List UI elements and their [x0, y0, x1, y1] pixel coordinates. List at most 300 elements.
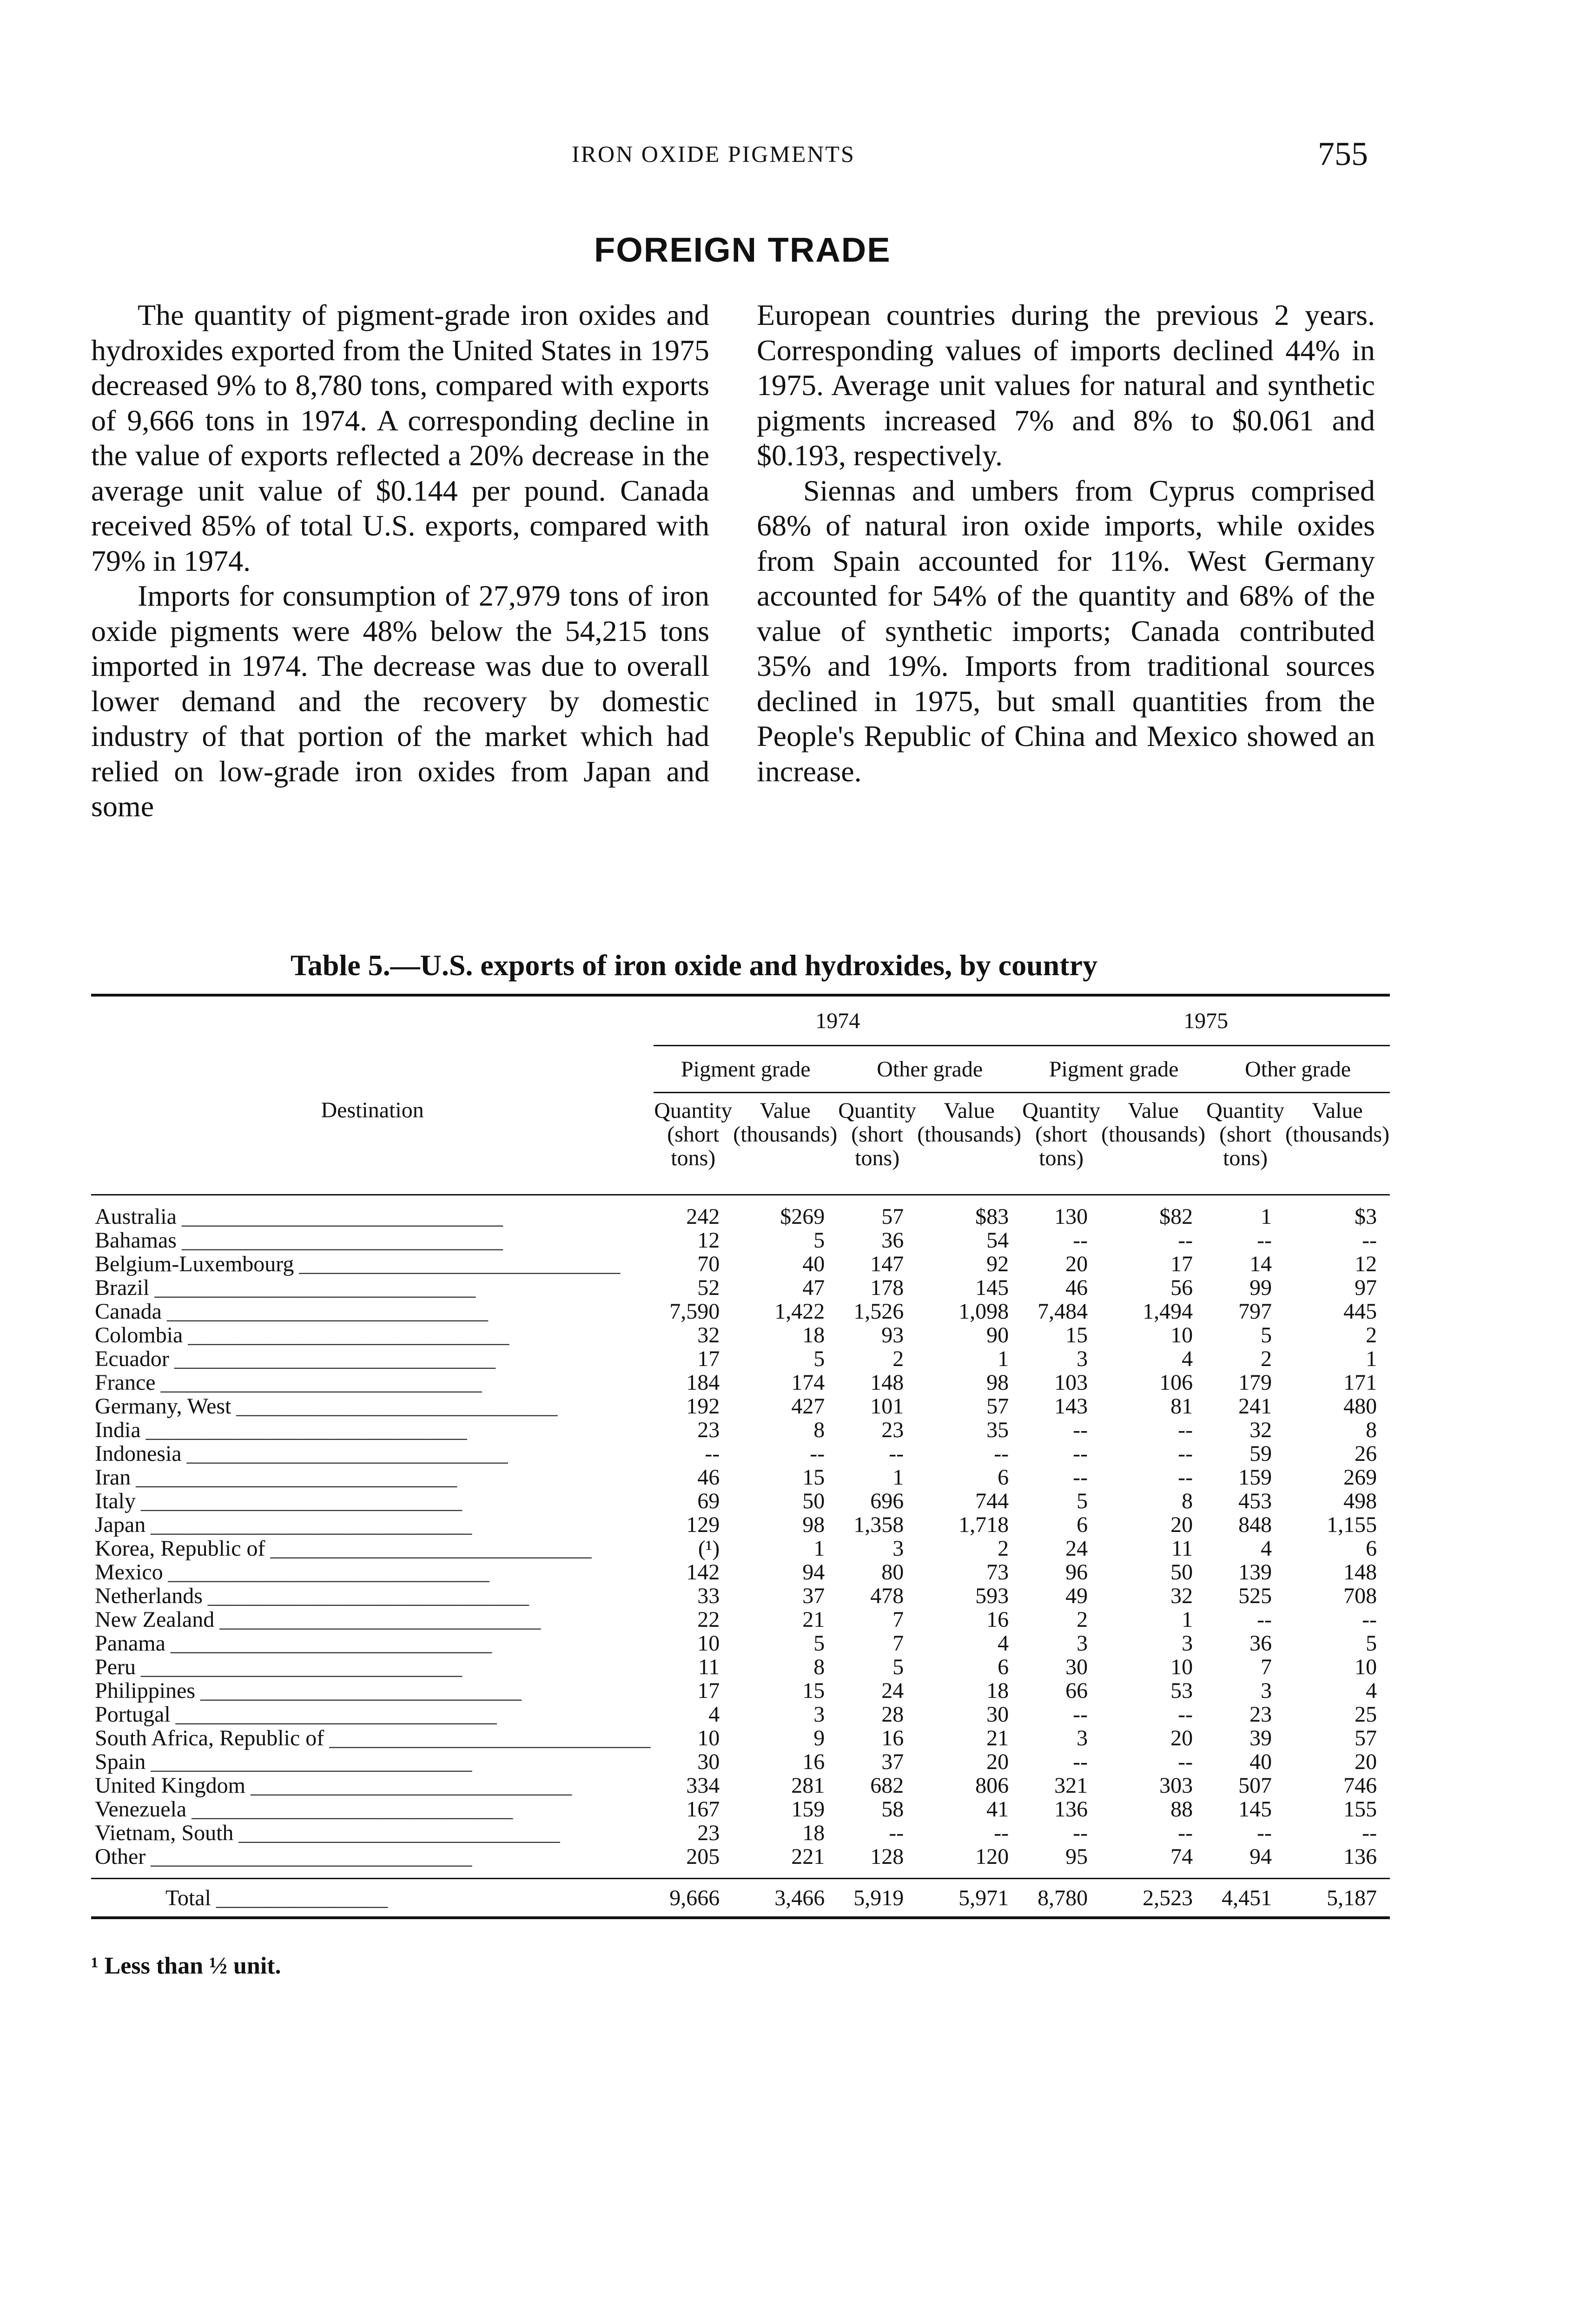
value-cell: $3 [1355, 1204, 1377, 1229]
value-cell: 4 [1261, 1536, 1272, 1561]
paragraph: The quantity of pigment-grade iron oxides and hydroxides exported from the United States in 1975 decreased 9% to 8,780 tons, compared with exports of 9,666 tons in 1974. A corresponding decline in the value of exports reflected a 20% decrease in the average unit value of $0.144 per pound. Canada received 85% of total U.S. exports, compared with 79% in 1974. [91, 298, 709, 577]
paragraph: European countries during the previous 2 years. Corresponding values of imports declined 44% in 1975. Average unit values for natural and synthetic pigments increased 7% and 8% to $0.061 and $0.193, respectively. [757, 298, 1375, 472]
value-cell: 3 [1077, 1631, 1088, 1656]
value-cell: 8 [813, 1655, 825, 1679]
table-row [91, 1371, 1390, 1394]
value-cell: 120 [917, 1845, 1022, 1879]
value-cell: 155 [1343, 1797, 1377, 1822]
dot-leader: ______________________________ [161, 1300, 488, 1323]
value-cell: 2 [1261, 1347, 1272, 1371]
year-header: 1975 [1022, 995, 1390, 1046]
value-cell: 480 [1343, 1394, 1377, 1419]
column-header: Quantity (short tons) [1022, 1093, 1101, 1195]
table-row [91, 1228, 1390, 1252]
value-cell: 15 [1065, 1323, 1088, 1347]
value-cell: (¹) [698, 1536, 720, 1561]
country-cell [91, 1774, 654, 1797]
paragraph: Imports for consumption of 27,979 tons of iron oxide pigments were 48% below the 54,215 tons imported in 1974. The decrease was due to overall lower demand and the recovery by domestic industry of that portion of the market which had relied on low-grade iron oxides from Japan and some [91, 579, 709, 823]
value-cell: 5 [892, 1655, 904, 1679]
value-cell: 53 [1170, 1678, 1193, 1703]
total-row [91, 1879, 1390, 1918]
dot-leader: ______________________________ [135, 1655, 462, 1679]
value-cell: 1 [1366, 1347, 1377, 1371]
value-cell: 3 [1077, 1347, 1088, 1371]
value-cell: 3 [1261, 1678, 1272, 1703]
value-cell: 98 [986, 1370, 1009, 1395]
value-cell: 2 [998, 1536, 1009, 1561]
value-cell: 20 [1355, 1750, 1377, 1774]
value-cell: 81 [1170, 1394, 1193, 1419]
value-cell: 8 [813, 1418, 825, 1442]
value-cell: 6 [1366, 1536, 1377, 1561]
dot-leader: ______________________________ [324, 1726, 650, 1750]
country-cell [91, 1821, 654, 1845]
value-cell: -- [1178, 1702, 1193, 1727]
value-cell: 25 [1355, 1702, 1377, 1727]
value-cell: 1 [998, 1347, 1009, 1371]
value-cell: 1 [1182, 1607, 1193, 1632]
column-header: Value (thousands) [733, 1093, 838, 1195]
table-row [91, 1750, 1390, 1774]
value-cell: 159 [1238, 1465, 1272, 1490]
country-name: Peru [95, 1655, 136, 1679]
value-cell: -- [1257, 1821, 1272, 1845]
value-cell: 498 [1343, 1489, 1377, 1513]
grade-header: Pigment grade [654, 1046, 838, 1093]
value-cell: 26 [1355, 1441, 1377, 1466]
value-cell: 848 [1238, 1512, 1272, 1537]
value-cell: 95 [1022, 1845, 1101, 1879]
value-cell: 4,451 [1206, 1879, 1285, 1918]
value-cell: 9 [813, 1726, 825, 1750]
value-cell: 10 [697, 1726, 720, 1750]
value-cell: 46 [1065, 1275, 1088, 1300]
value-cell: -- [1073, 1228, 1088, 1253]
country-name: Australia [95, 1204, 177, 1228]
value-cell: 334 [686, 1773, 720, 1798]
value-cell: 20 [986, 1750, 1009, 1774]
value-cell: 8 [1366, 1418, 1377, 1442]
dot-leader: ______________________________ [145, 1513, 472, 1537]
country-name: Panama [95, 1631, 165, 1655]
value-cell: 15 [802, 1465, 825, 1490]
value-cell: 90 [986, 1323, 1009, 1347]
column-header: Quantity (short tons) [1206, 1093, 1285, 1195]
value-cell: 1,718 [958, 1512, 1009, 1537]
text-column-left [91, 297, 709, 824]
value-cell: $82 [1159, 1204, 1193, 1229]
country-name: Brazil [95, 1276, 150, 1300]
value-cell: $269 [780, 1204, 825, 1229]
value-cell: -- [1257, 1228, 1272, 1253]
value-cell: 30 [697, 1750, 720, 1774]
country-name: Philippines [95, 1679, 196, 1703]
country-name: Ecuador [95, 1347, 169, 1371]
value-cell: 696 [870, 1489, 904, 1513]
dot-leader: ______________________________ [165, 1631, 491, 1655]
value-cell: 8,780 [1022, 1879, 1101, 1918]
value-cell: -- [705, 1441, 720, 1466]
country-cell [91, 1371, 654, 1394]
dot-leader: ______________________________ [145, 1845, 472, 1869]
column-header: Quantity (short tons) [654, 1093, 733, 1195]
table-body [91, 1195, 1390, 1918]
value-cell: 7 [1261, 1655, 1272, 1679]
country-name: Japan [95, 1513, 146, 1537]
value-cell: -- [1073, 1465, 1088, 1490]
value-cell: 178 [870, 1275, 904, 1300]
section-title: FOREIGN TRADE [594, 231, 891, 269]
value-cell: 18 [802, 1821, 825, 1845]
value-cell: 23 [697, 1418, 720, 1442]
value-cell: 2 [1366, 1323, 1377, 1347]
dot-leader: ______________________________ [183, 1323, 509, 1347]
blank-header [91, 995, 654, 1046]
value-cell: 101 [870, 1394, 904, 1419]
value-cell: 103 [1054, 1370, 1088, 1395]
dot-leader: ______________________________ [245, 1774, 571, 1797]
value-cell: 12 [697, 1228, 720, 1253]
value-cell: -- [1178, 1418, 1193, 1442]
country-name: Colombia [95, 1323, 183, 1347]
country-cell [91, 1394, 654, 1418]
value-cell: 242 [686, 1204, 720, 1229]
value-cell: 806 [975, 1773, 1009, 1798]
value-cell: 5 [813, 1631, 825, 1656]
country-name: Canada [95, 1300, 162, 1323]
value-cell: 16 [802, 1750, 825, 1774]
value-cell: 708 [1343, 1584, 1377, 1608]
value-cell: 145 [975, 1275, 1009, 1300]
value-cell: 427 [791, 1394, 825, 1419]
country-cell [91, 1252, 654, 1276]
country-cell [91, 1489, 654, 1513]
value-cell: 321 [1054, 1773, 1088, 1798]
country-cell [91, 1797, 654, 1821]
value-cell: 10 [1170, 1655, 1193, 1679]
dot-leader: ______________________________ [195, 1679, 522, 1703]
value-cell: 7,484 [1038, 1299, 1088, 1324]
country-name: Portugal [95, 1703, 171, 1726]
country-name: Other [95, 1845, 146, 1869]
value-cell: 46 [697, 1465, 720, 1490]
grade-header: Other grade [1206, 1046, 1390, 1093]
value-cell: 30 [986, 1702, 1009, 1727]
column-header: Value (thousands) [1285, 1093, 1390, 1195]
country-name: Korea, Republic of [95, 1537, 265, 1560]
value-cell: 17 [697, 1678, 720, 1703]
table-row [91, 1323, 1390, 1347]
value-cell: 17 [1170, 1252, 1193, 1276]
value-cell: 593 [975, 1584, 1009, 1608]
value-cell: 1 [1261, 1204, 1272, 1229]
value-cell: 57 [986, 1394, 1009, 1419]
table-row [91, 1797, 1390, 1821]
country-cell [91, 1584, 654, 1608]
value-cell: 93 [881, 1323, 904, 1347]
country-name: Iran [95, 1466, 131, 1489]
country-cell [91, 1300, 654, 1323]
value-cell: -- [1178, 1228, 1193, 1253]
value-cell: -- [1178, 1465, 1193, 1490]
country-cell [91, 1560, 654, 1584]
value-cell: 40 [1249, 1750, 1272, 1774]
value-cell: 1,494 [1143, 1299, 1193, 1324]
country-cell [91, 1655, 654, 1679]
table-row [91, 1300, 1390, 1323]
dot-leader: ______________________________ [145, 1750, 472, 1774]
country-cell [91, 1679, 654, 1703]
country-name: Spain [95, 1750, 146, 1774]
value-cell: 24 [1065, 1536, 1088, 1561]
value-cell: 37 [802, 1584, 825, 1608]
blank-header [91, 1046, 654, 1093]
dot-leader: ______________________________ [176, 1204, 502, 1228]
value-cell: -- [1073, 1418, 1088, 1442]
value-cell: 3 [1182, 1631, 1193, 1656]
table-row [91, 1608, 1390, 1631]
value-cell: 147 [870, 1252, 904, 1276]
country-name: India [95, 1418, 141, 1442]
value-cell: 32 [1249, 1418, 1272, 1442]
value-cell: 21 [986, 1726, 1009, 1750]
value-cell: 5,187 [1285, 1879, 1390, 1918]
value-cell: 50 [802, 1489, 825, 1513]
value-cell: 49 [1065, 1584, 1088, 1608]
value-cell: 129 [686, 1512, 720, 1537]
value-cell: 445 [1343, 1299, 1377, 1324]
value-cell: 241 [1238, 1394, 1272, 1419]
dot-leader: ______________________________ [202, 1584, 529, 1608]
country-cell [91, 1726, 654, 1750]
value-cell: 32 [697, 1323, 720, 1347]
value-cell: 4 [998, 1631, 1009, 1656]
table-row [91, 1655, 1390, 1679]
value-cell: 16 [881, 1726, 904, 1750]
value-cell: 17 [697, 1347, 720, 1371]
value-cell: 205 [654, 1845, 733, 1879]
value-cell: 20 [1170, 1512, 1193, 1537]
value-cell: 39 [1249, 1726, 1272, 1750]
dot-leader: ______________________________ [169, 1347, 495, 1371]
value-cell: 24 [881, 1678, 904, 1703]
value-cell: 3 [1077, 1726, 1088, 1750]
value-cell: 40 [802, 1252, 825, 1276]
value-cell: 59 [1249, 1441, 1272, 1466]
value-cell: 281 [791, 1773, 825, 1798]
paragraph: Siennas and umbers from Cyprus comprised 68% of natural iron oxide imports, while oxides from Spain accounted for 11%. West Germany accounted for 54% of the quantity and 68% of the value of synthetic imports; Canada contributed 35% and 19%. Imports from traditional sources declined in 1975, but small quantities from the People's Republic of China and Mexico showed an increase. [757, 474, 1375, 788]
country-cell [91, 1323, 654, 1347]
dot-leader: ______________________________ [233, 1821, 560, 1845]
column-header: Value (thousands) [917, 1093, 1022, 1195]
table-row [91, 1252, 1390, 1276]
value-cell: 136 [1054, 1797, 1088, 1822]
value-cell: -- [889, 1821, 904, 1845]
value-cell: 11 [1171, 1536, 1193, 1561]
table-row [91, 1584, 1390, 1608]
country-name: Mexico [95, 1560, 163, 1584]
value-cell: -- [994, 1441, 1009, 1466]
value-cell: 10 [1170, 1323, 1193, 1347]
dot-leader: ______________________________ [163, 1560, 489, 1584]
column-header: Quantity (short tons) [838, 1093, 917, 1195]
value-cell: 36 [881, 1228, 904, 1253]
table-row [91, 1845, 1390, 1879]
dot-leader: ______________________________ [176, 1228, 502, 1252]
table-row [91, 1631, 1390, 1655]
value-cell: 69 [697, 1489, 720, 1513]
value-cell: 56 [1170, 1275, 1193, 1300]
country-name: Bahamas [95, 1228, 177, 1252]
value-cell: 148 [870, 1370, 904, 1395]
value-cell: 136 [1285, 1845, 1390, 1879]
table-row [91, 1821, 1390, 1845]
table-row [91, 1276, 1390, 1300]
value-cell: 174 [791, 1370, 825, 1395]
value-cell: -- [1178, 1821, 1193, 1845]
country-name: Indonesia [95, 1442, 182, 1466]
value-cell: 4 [1366, 1678, 1377, 1703]
running-title: IRON OXIDE PIGMENTS [572, 141, 855, 167]
value-cell: 525 [1238, 1584, 1272, 1608]
value-cell: 54 [986, 1228, 1009, 1253]
value-cell: 8 [1182, 1489, 1193, 1513]
country-cell [91, 1228, 654, 1252]
dot-leader: ______________________________ [135, 1489, 462, 1513]
grade-header: Pigment grade [1022, 1046, 1206, 1093]
value-cell: 130 [1054, 1204, 1088, 1229]
value-cell: 139 [1238, 1560, 1272, 1585]
country-cell [91, 1513, 654, 1537]
value-cell: 23 [1249, 1702, 1272, 1727]
value-cell: 6 [998, 1655, 1009, 1679]
value-cell: 37 [881, 1750, 904, 1774]
value-cell: -- [1178, 1750, 1193, 1774]
country-name: France [95, 1371, 156, 1394]
value-cell: 1,098 [958, 1299, 1009, 1324]
country-name: Vietnam, South [95, 1821, 234, 1845]
value-cell: 12 [1355, 1252, 1377, 1276]
value-cell: 192 [686, 1394, 720, 1419]
value-cell: 22 [697, 1607, 720, 1632]
value-cell: 57 [1355, 1726, 1377, 1750]
value-cell: $83 [975, 1204, 1009, 1229]
value-cell: -- [1362, 1821, 1377, 1845]
table-row [91, 1679, 1390, 1703]
value-cell: -- [810, 1441, 825, 1466]
country-cell [91, 1195, 654, 1229]
table-row [91, 1489, 1390, 1513]
country-cell [91, 1845, 654, 1879]
value-cell: 10 [697, 1631, 720, 1656]
dot-leader: ______________________________ [155, 1371, 482, 1394]
dot-leader: ______________________________ [181, 1442, 508, 1466]
value-cell: 35 [986, 1418, 1009, 1442]
table-row [91, 1466, 1390, 1489]
dot-leader: ______________________________ [294, 1252, 620, 1276]
value-cell: 2,523 [1101, 1879, 1206, 1918]
dot-leader: ______________________________ [149, 1276, 476, 1300]
dot-leader: ______________________________ [214, 1608, 541, 1631]
total-label [91, 1879, 654, 1918]
value-cell: -- [1178, 1441, 1193, 1466]
value-cell: 1,358 [853, 1512, 904, 1537]
value-cell: 32 [1170, 1584, 1193, 1608]
value-cell: 94 [802, 1560, 825, 1585]
value-cell: 1 [892, 1465, 904, 1490]
value-cell: 36 [1249, 1631, 1272, 1656]
value-cell: 167 [686, 1797, 720, 1822]
value-cell: 96 [1065, 1560, 1088, 1585]
value-cell: 52 [697, 1275, 720, 1300]
table-row [91, 1703, 1390, 1726]
value-cell: 7 [892, 1607, 904, 1632]
value-cell: 41 [986, 1797, 1009, 1822]
value-cell: 5 [1077, 1489, 1088, 1513]
value-cell: 4 [708, 1702, 720, 1727]
value-cell: 70 [697, 1252, 720, 1276]
year-header: 1974 [654, 995, 1022, 1046]
value-cell: 744 [975, 1489, 1009, 1513]
table-row [91, 1442, 1390, 1466]
value-cell: 2 [892, 1347, 904, 1371]
value-cell: 30 [1065, 1655, 1088, 1679]
table-row [91, 1347, 1390, 1371]
table-row [91, 1537, 1390, 1560]
value-cell: 20 [1170, 1726, 1193, 1750]
country-cell [91, 1703, 654, 1726]
value-cell: 303 [1159, 1773, 1193, 1798]
value-cell: 18 [986, 1678, 1009, 1703]
value-cell: 50 [1170, 1560, 1193, 1585]
value-cell: 6 [998, 1465, 1009, 1490]
value-cell: 143 [1054, 1394, 1088, 1419]
table-row [91, 1774, 1390, 1797]
value-cell: 7 [892, 1631, 904, 1656]
table-row [91, 1418, 1390, 1442]
value-cell: -- [1073, 1441, 1088, 1466]
country-name: Belgium-Luxembourg [95, 1252, 294, 1276]
table-row [91, 1513, 1390, 1537]
country-cell [91, 1418, 654, 1442]
country-cell [91, 1442, 654, 1466]
value-cell: 171 [1343, 1370, 1377, 1395]
dot-leader: ______________________________ [131, 1466, 457, 1489]
text-column-right [757, 297, 1375, 789]
value-cell: 3,466 [733, 1879, 838, 1918]
value-cell: 128 [838, 1845, 917, 1879]
value-cell: 94 [1206, 1845, 1285, 1879]
value-cell: 106 [1159, 1370, 1193, 1395]
value-cell: 92 [986, 1252, 1009, 1276]
value-cell: 682 [870, 1773, 904, 1798]
value-cell: 66 [1065, 1678, 1088, 1703]
country-cell [91, 1631, 654, 1655]
table-row [91, 1394, 1390, 1418]
value-cell: -- [1073, 1821, 1088, 1845]
dot-leader: ______________________________ [170, 1703, 496, 1726]
value-cell: 507 [1238, 1773, 1272, 1798]
country-name: United Kingdom [95, 1774, 245, 1797]
value-cell: 58 [881, 1797, 904, 1822]
value-cell: -- [889, 1441, 904, 1466]
value-cell: 269 [1343, 1465, 1377, 1490]
value-cell: -- [1257, 1607, 1272, 1632]
value-cell: 11 [698, 1655, 720, 1679]
country-name: Netherlands [95, 1584, 203, 1608]
footnote: ¹ Less than ½ unit. [91, 1953, 281, 1979]
value-cell: 453 [1238, 1489, 1272, 1513]
